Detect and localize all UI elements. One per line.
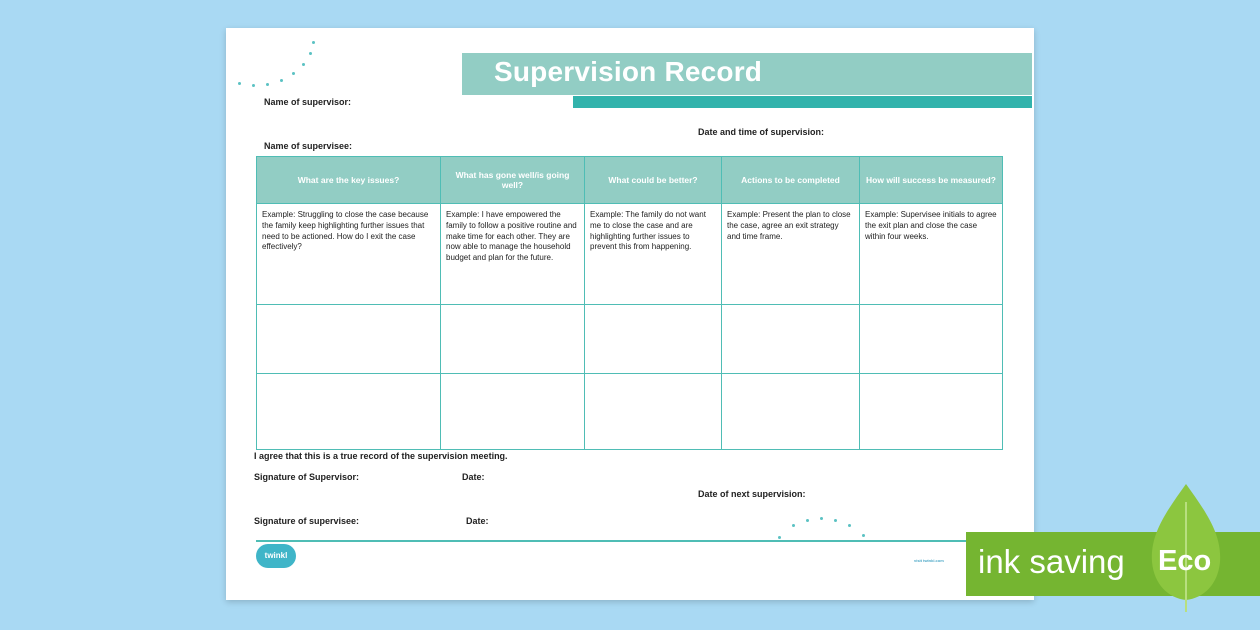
header-success-measured: How will success be measured? xyxy=(860,157,1003,204)
example-actions: Example: Present the plan to close the case, agree an exit strategy and time frame. xyxy=(722,204,860,305)
example-success-measured: Example: Supervisee initials to agree the exit plan and close the case within four weeks. xyxy=(860,204,1003,305)
table-cell xyxy=(585,374,722,450)
supervision-table xyxy=(256,156,1003,450)
table-header-row xyxy=(257,157,1003,204)
table-cell xyxy=(441,374,585,450)
supervisee-date-label: Date: xyxy=(466,516,489,526)
supervisor-signature-label: Signature of Supervisor: xyxy=(254,472,360,482)
table-cell xyxy=(860,305,1003,374)
table-cell xyxy=(441,305,585,374)
table-cell xyxy=(257,374,441,450)
table-row xyxy=(257,374,1003,450)
table-cell xyxy=(722,305,860,374)
supervisor-name-label: Name of supervisor: xyxy=(264,97,352,107)
date-time-label: Date and time of supervision: xyxy=(698,127,825,137)
header-key-issues: What are the key issues? xyxy=(257,157,441,204)
supervisee-name-label: Name of supervisee: xyxy=(264,141,353,151)
ink-saving-label: ink saving xyxy=(978,543,1125,580)
worksheet-page xyxy=(226,28,1034,600)
footer-divider xyxy=(256,540,1032,542)
table-cell xyxy=(860,374,1003,450)
eco-label: Eco xyxy=(1158,545,1212,577)
example-key-issues: Example: Struggling to close the case because the family keep highlighting further issues that need to be actioned. How do I exit the case effectively? xyxy=(257,204,441,305)
table-row xyxy=(257,204,1003,305)
table-cell xyxy=(585,305,722,374)
example-could-be-better: Example: The family do not want me to close the case and are highlighting further issues to prevent this from happening. xyxy=(585,204,722,305)
header-gone-well: What has gone well/is going well? xyxy=(441,157,585,204)
header-could-be-better: What could be better? xyxy=(585,157,722,204)
twinkl-logo: twinkl xyxy=(256,544,296,568)
table-cell xyxy=(722,374,860,450)
next-supervision-label: Date of next supervision: xyxy=(698,489,806,499)
supervisor-date-label: Date: xyxy=(462,472,485,482)
header-actions: Actions to be completed xyxy=(722,157,860,204)
supervisee-signature-label: Signature of supervisee: xyxy=(254,516,360,526)
title-accent-stripe xyxy=(573,96,1032,108)
table-cell xyxy=(257,305,441,374)
table-row xyxy=(257,305,1003,374)
agreement-statement: I agree that this is a true record of the supervision meeting. xyxy=(254,451,508,461)
footer-text: visit twinkl.com xyxy=(914,558,944,563)
page-title: Supervision Record xyxy=(494,56,763,87)
example-gone-well: Example: I have empowered the family to follow a positive routine and make time for each other. They are now able to manage the household budget and plan for the future. xyxy=(441,204,585,305)
